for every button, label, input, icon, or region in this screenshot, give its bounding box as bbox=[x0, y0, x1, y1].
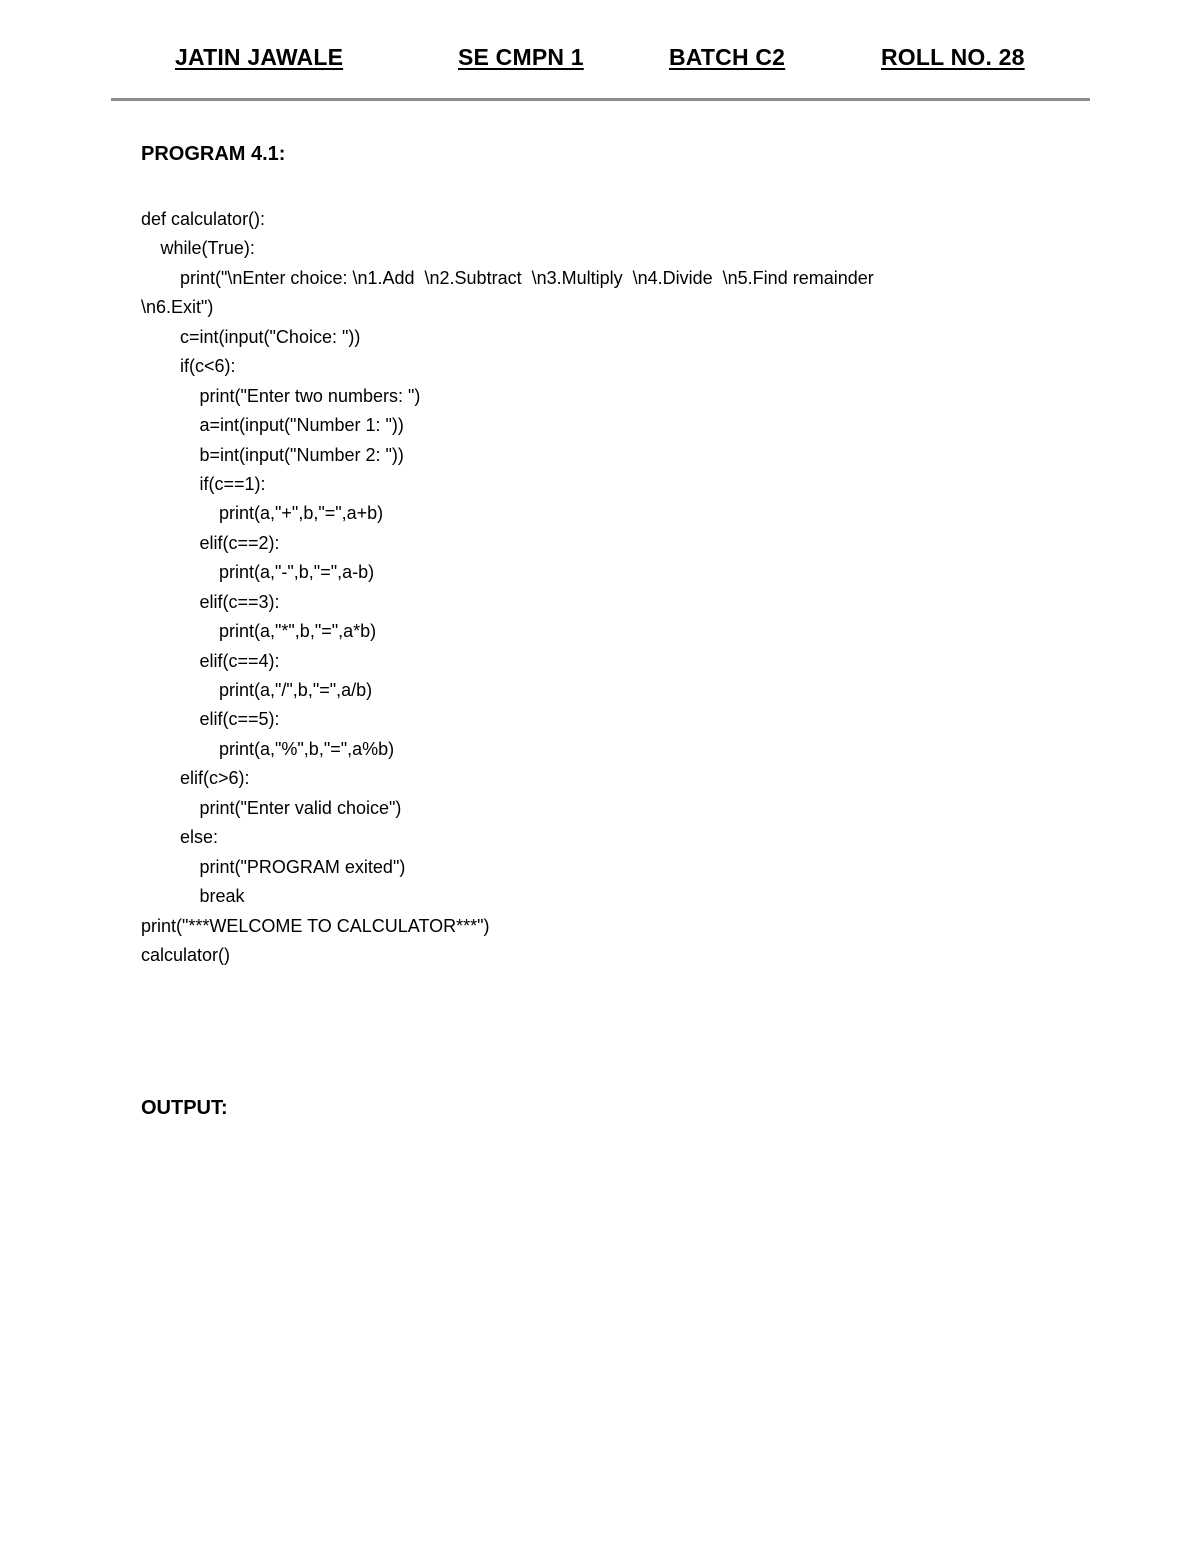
code-line: print("PROGRAM exited") bbox=[199, 856, 406, 877]
code-line: \n6.Exit") bbox=[141, 297, 214, 318]
code-line: while(True): bbox=[160, 238, 255, 259]
code-line: a=int(input("Number 1: ")) bbox=[199, 415, 404, 436]
program-title: PROGRAM 4.1: bbox=[141, 143, 286, 165]
code-line: elif(c==3): bbox=[199, 591, 280, 612]
page-header bbox=[0, 44, 1200, 78]
code-line: if(c==1): bbox=[199, 473, 266, 494]
code-line: calculator() bbox=[141, 944, 231, 965]
code-line: print("\nEnter choice: \n1.Add \n2.Subtract \n3.Multiply \n4.Divide \n5.Find remainder bbox=[180, 267, 874, 288]
code-line: if(c<6): bbox=[180, 356, 236, 377]
code-line: elif(c==2): bbox=[199, 532, 280, 553]
code-line: c=int(input("Choice: ")) bbox=[180, 326, 361, 347]
code-line: b=int(input("Number 2: ")) bbox=[199, 444, 404, 465]
code-line: print(a,"+",b,"=",a+b) bbox=[219, 503, 384, 524]
code-block bbox=[141, 205, 1101, 970]
code-line: else: bbox=[180, 827, 219, 848]
code-line: elif(c==4): bbox=[199, 650, 280, 671]
code-line: break bbox=[199, 886, 245, 907]
code-line: elif(c==5): bbox=[199, 709, 280, 730]
batch-label: BATCH C2 bbox=[669, 44, 786, 70]
code-line: print("***WELCOME TO CALCULATOR***") bbox=[141, 915, 490, 936]
output-title: OUTPUT: bbox=[141, 1097, 228, 1119]
header-divider bbox=[111, 98, 1090, 101]
code-line: def calculator(): bbox=[141, 209, 266, 229]
class-label: SE CMPN 1 bbox=[458, 44, 584, 70]
code-line: elif(c>6): bbox=[180, 768, 250, 789]
student-name: JATIN JAWALE bbox=[175, 44, 344, 70]
code-line: print("Enter two numbers: ") bbox=[199, 385, 421, 406]
code-line: print(a,"/",b,"=",a/b) bbox=[219, 680, 373, 700]
roll-number: ROLL NO. 28 bbox=[881, 44, 1025, 70]
code-line: print(a,"-",b,"=",a-b) bbox=[219, 562, 375, 583]
code-line: print("Enter valid choice") bbox=[199, 797, 402, 818]
code-line: print(a,"*",b,"=",a*b) bbox=[219, 621, 377, 642]
code-line: print(a,"%",b,"=",a%b) bbox=[219, 738, 395, 759]
